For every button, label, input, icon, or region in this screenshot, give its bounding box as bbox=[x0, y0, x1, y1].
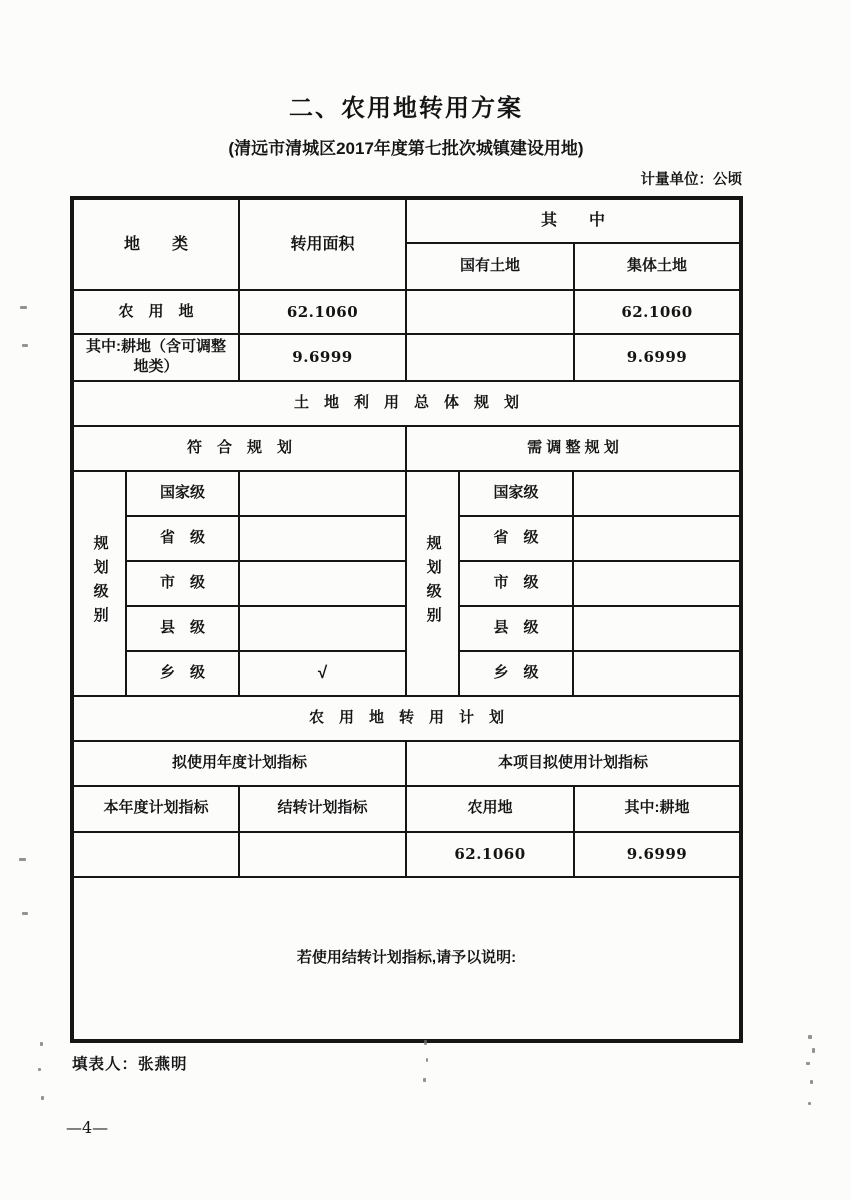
level-name: 国家级 bbox=[126, 471, 239, 516]
comply-level-label bbox=[73, 471, 126, 696]
comply-value bbox=[239, 606, 406, 651]
header-collective: 集体土地 bbox=[574, 243, 740, 290]
planning-level-vertical-label: 规划级别 bbox=[91, 535, 109, 631]
indicator-value: 62.1060 bbox=[406, 832, 574, 877]
row-collective-value: 9.6999 bbox=[574, 334, 740, 381]
level-name: 省 级 bbox=[126, 516, 239, 561]
scan-artifact bbox=[40, 1042, 43, 1046]
indicator-value: 9.6999 bbox=[574, 832, 740, 877]
scan-artifact bbox=[806, 1062, 810, 1065]
adjust-value bbox=[573, 471, 740, 516]
level-name: 市 级 bbox=[126, 561, 239, 606]
comply-plan-header: 符 合 规 划 bbox=[73, 426, 406, 471]
adjust-value bbox=[573, 561, 740, 606]
col-label: 结转计划指标 bbox=[239, 786, 406, 832]
adjust-plan-header: 需 调 整 规 划 bbox=[406, 426, 740, 471]
scan-artifact bbox=[22, 912, 28, 915]
row-area: 9.6999 bbox=[239, 334, 406, 381]
indicator-value bbox=[73, 832, 239, 877]
carryover-note: 若使用结转计划指标,请予以说明: bbox=[73, 877, 740, 1040]
comply-value bbox=[239, 561, 406, 606]
unit-note: 计量单位：公顷 bbox=[640, 172, 742, 188]
header-state-owned: 国有土地 bbox=[406, 243, 574, 290]
planning-level-section bbox=[72, 425, 741, 697]
adjust-level-label bbox=[406, 471, 459, 696]
scan-artifact bbox=[810, 1080, 813, 1084]
overall-plan-title: 土 地 利 用 总 体 规 划 bbox=[73, 381, 740, 426]
scan-artifact bbox=[41, 1096, 44, 1100]
overall-plan-banner bbox=[72, 380, 741, 427]
row-state-value bbox=[406, 290, 574, 334]
col-label: 其中:耕地 bbox=[574, 786, 740, 832]
adjust-value bbox=[573, 651, 740, 696]
scan-artifact bbox=[38, 1068, 41, 1071]
page-number: —4— bbox=[66, 1118, 109, 1137]
level-name: 省 级 bbox=[459, 516, 573, 561]
table-row bbox=[73, 334, 740, 381]
row-label: 农 用 地 bbox=[73, 290, 239, 334]
comply-value bbox=[239, 471, 406, 516]
scan-artifact bbox=[808, 1102, 811, 1105]
row-collective-value: 62.1060 bbox=[574, 290, 740, 334]
area-section bbox=[72, 198, 741, 382]
preparer-line: 填表人：张燕明 bbox=[72, 1056, 188, 1073]
page-title: 二、农用地转用方案 bbox=[289, 95, 523, 122]
adjust-value bbox=[573, 606, 740, 651]
note-section bbox=[72, 876, 741, 1041]
scan-artifact bbox=[423, 1078, 426, 1082]
planning-level-vertical-label: 规划级别 bbox=[424, 535, 442, 631]
comply-check-mark: √ bbox=[239, 651, 406, 696]
scan-artifact bbox=[19, 858, 26, 861]
col-label: 本年度计划指标 bbox=[73, 786, 239, 832]
level-name: 国家级 bbox=[459, 471, 573, 516]
header-of-which: 其 中 bbox=[406, 199, 740, 243]
conversion-plan-banner bbox=[72, 695, 741, 742]
level-name: 乡 级 bbox=[126, 651, 239, 696]
scan-artifact bbox=[20, 306, 27, 309]
header-land-type: 地 类 bbox=[73, 199, 239, 290]
level-name: 乡 级 bbox=[459, 651, 573, 696]
scan-artifact bbox=[22, 344, 28, 347]
land-conversion-form-table bbox=[70, 196, 743, 1043]
scan-artifact bbox=[808, 1035, 812, 1039]
row-label: 其中:耕地（含可调整地类） bbox=[73, 334, 239, 381]
header-conversion-area: 转用面积 bbox=[239, 199, 406, 290]
scan-artifact bbox=[812, 1048, 815, 1053]
row-state-value bbox=[406, 334, 574, 381]
indicator-value bbox=[239, 832, 406, 877]
level-name: 县 级 bbox=[459, 606, 573, 651]
conversion-plan-title: 农 用 地 转 用 计 划 bbox=[73, 696, 740, 741]
level-name: 县 级 bbox=[126, 606, 239, 651]
scan-artifact bbox=[424, 1040, 427, 1045]
comply-value bbox=[239, 516, 406, 561]
table-row bbox=[73, 290, 740, 334]
col-label: 农用地 bbox=[406, 786, 574, 832]
annual-indicator-header: 拟使用年度计划指标 bbox=[73, 741, 406, 786]
level-name: 市 级 bbox=[459, 561, 573, 606]
project-indicator-header: 本项目拟使用计划指标 bbox=[406, 741, 740, 786]
scan-artifact bbox=[426, 1058, 428, 1062]
row-area: 62.1060 bbox=[239, 290, 406, 334]
plan-indicator-section bbox=[72, 740, 741, 878]
page-subtitle: (清远市清城区2017年度第七批次城镇建设用地) bbox=[228, 139, 584, 158]
adjust-value bbox=[573, 516, 740, 561]
